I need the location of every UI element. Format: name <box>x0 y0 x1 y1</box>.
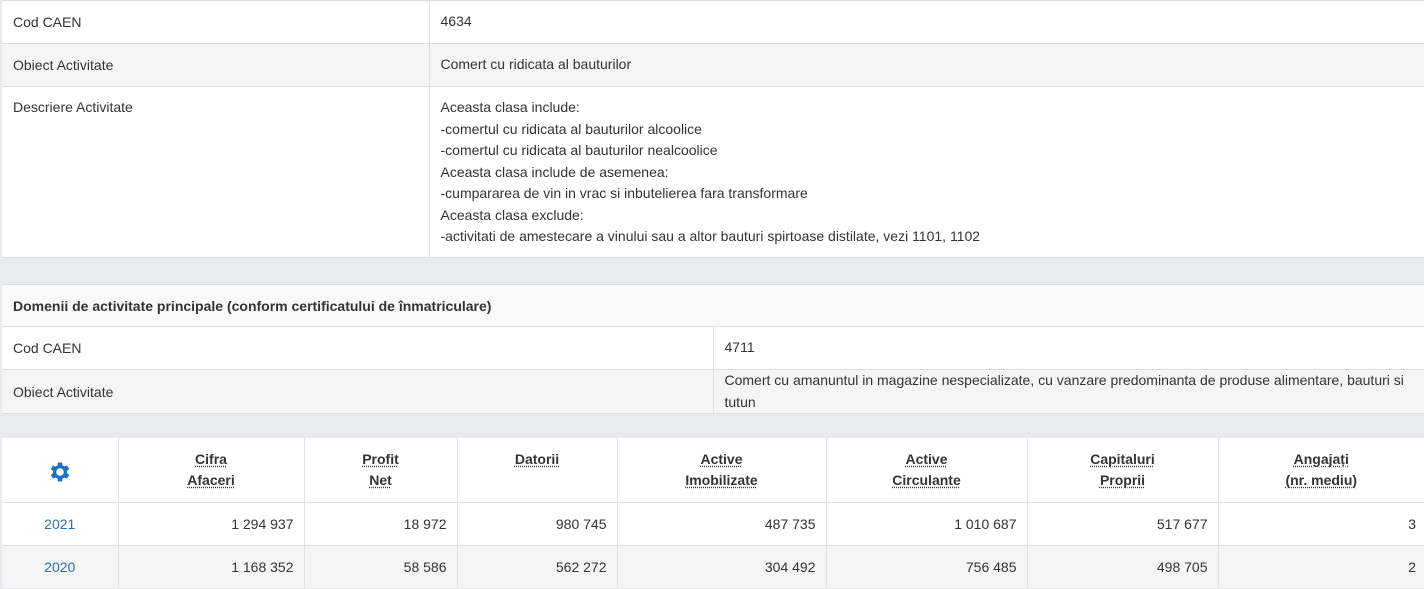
gear-icon[interactable] <box>47 459 73 485</box>
description-line: Aceasta clasa include de asemenea: <box>440 163 669 180</box>
description-line: -comertul cu ridicata al bauturilor nealcoolice <box>440 142 718 158</box>
header-cifra-afaceri[interactable]: Cifra Afaceri <box>118 438 304 502</box>
row-descriere-activitate <box>2 87 1424 257</box>
row-obiect-activitate <box>2 44 1424 87</box>
cod-caen-value: 4634 <box>429 1 1424 44</box>
financials-table <box>2 438 1424 588</box>
datorii-cell: 562 272 <box>457 545 617 588</box>
cifra-afaceri-cell: 1 168 352 <box>118 545 304 588</box>
row-cod-caen <box>2 1 1424 44</box>
cifra-afaceri-cell: 1 294 937 <box>118 502 304 545</box>
profit-net-cell: 58 586 <box>304 545 457 588</box>
angajati-cell: 2 <box>1218 545 1424 588</box>
active-imobilizate-cell: 487 735 <box>617 502 826 545</box>
active-circulante-cell: 756 485 <box>826 545 1027 588</box>
row-cod-caen-main <box>2 327 1424 370</box>
header-datorii[interactable]: Datorii <box>457 438 617 502</box>
description-line: -cumpararea de vin in vrac si inbutelierea fara transformare <box>440 185 808 201</box>
active-circulante-cell: 1 010 687 <box>826 502 1027 545</box>
table-row <box>2 502 1424 545</box>
datorii-cell: 980 745 <box>457 502 617 545</box>
settings-button[interactable] <box>2 438 118 502</box>
obiect-activitate-label: Obiect Activitate <box>2 370 713 414</box>
main-domains-title: Domenii de activitate principale (conform certificatului de înmatriculare) <box>2 285 1424 327</box>
description-line: -comertul cu ridicata al bauturilor alcoolice <box>440 120 702 137</box>
active-imobilizate-cell: 304 492 <box>617 545 826 588</box>
main-domains-table <box>2 284 1424 414</box>
description-line: -activitati de amestecare a vinului sau a altor bauturi spirtoase distilate, vezi 1101, 1102 <box>440 228 981 244</box>
header-active-imobilizate[interactable]: Active Imobilizate <box>617 438 826 502</box>
cod-caen-value: 4711 <box>713 327 1424 370</box>
cod-caen-label: Cod CAEN <box>2 327 713 370</box>
obiect-activitate-value: Comert cu ridicata al bauturilor <box>429 44 1424 87</box>
year-link[interactable]: 2021 <box>2 502 118 545</box>
capitaluri-proprii-cell: 517 677 <box>1027 502 1218 545</box>
descriere-activitate-value <box>429 87 1424 257</box>
cod-caen-label: Cod CAEN <box>2 1 429 44</box>
main-domains-header <box>2 285 1424 327</box>
header-active-circulante[interactable]: Active Circulante <box>826 438 1027 502</box>
angajati-cell: 3 <box>1218 502 1424 545</box>
obiect-activitate-label: Obiect Activitate <box>2 44 429 87</box>
description-line: Aceasta clasa exclude: <box>440 206 584 223</box>
caen-info-table <box>2 0 1424 258</box>
financials-header-row <box>2 438 1424 502</box>
row-obiect-activitate-main <box>2 370 1424 414</box>
obiect-activitate-value: Comert cu amanuntul in magazine nespecializate, cu vanzare predominanta de produse alimentare, bauturi si tutun <box>713 370 1424 414</box>
descriere-activitate-label: Descriere Activitate <box>2 87 429 257</box>
table-row <box>2 545 1424 588</box>
header-angajati[interactable]: Angajați (nr. mediu) <box>1285 450 1358 488</box>
profit-net-cell: 18 972 <box>304 502 457 545</box>
description-line: Aceasta clasa include: <box>440 99 580 115</box>
header-capitaluri-proprii[interactable]: Capitaluri Proprii <box>1027 438 1218 502</box>
capitaluri-proprii-cell: 498 705 <box>1027 545 1218 588</box>
year-link[interactable]: 2020 <box>2 545 118 588</box>
header-profit-net[interactable]: Profit Net <box>304 438 457 502</box>
